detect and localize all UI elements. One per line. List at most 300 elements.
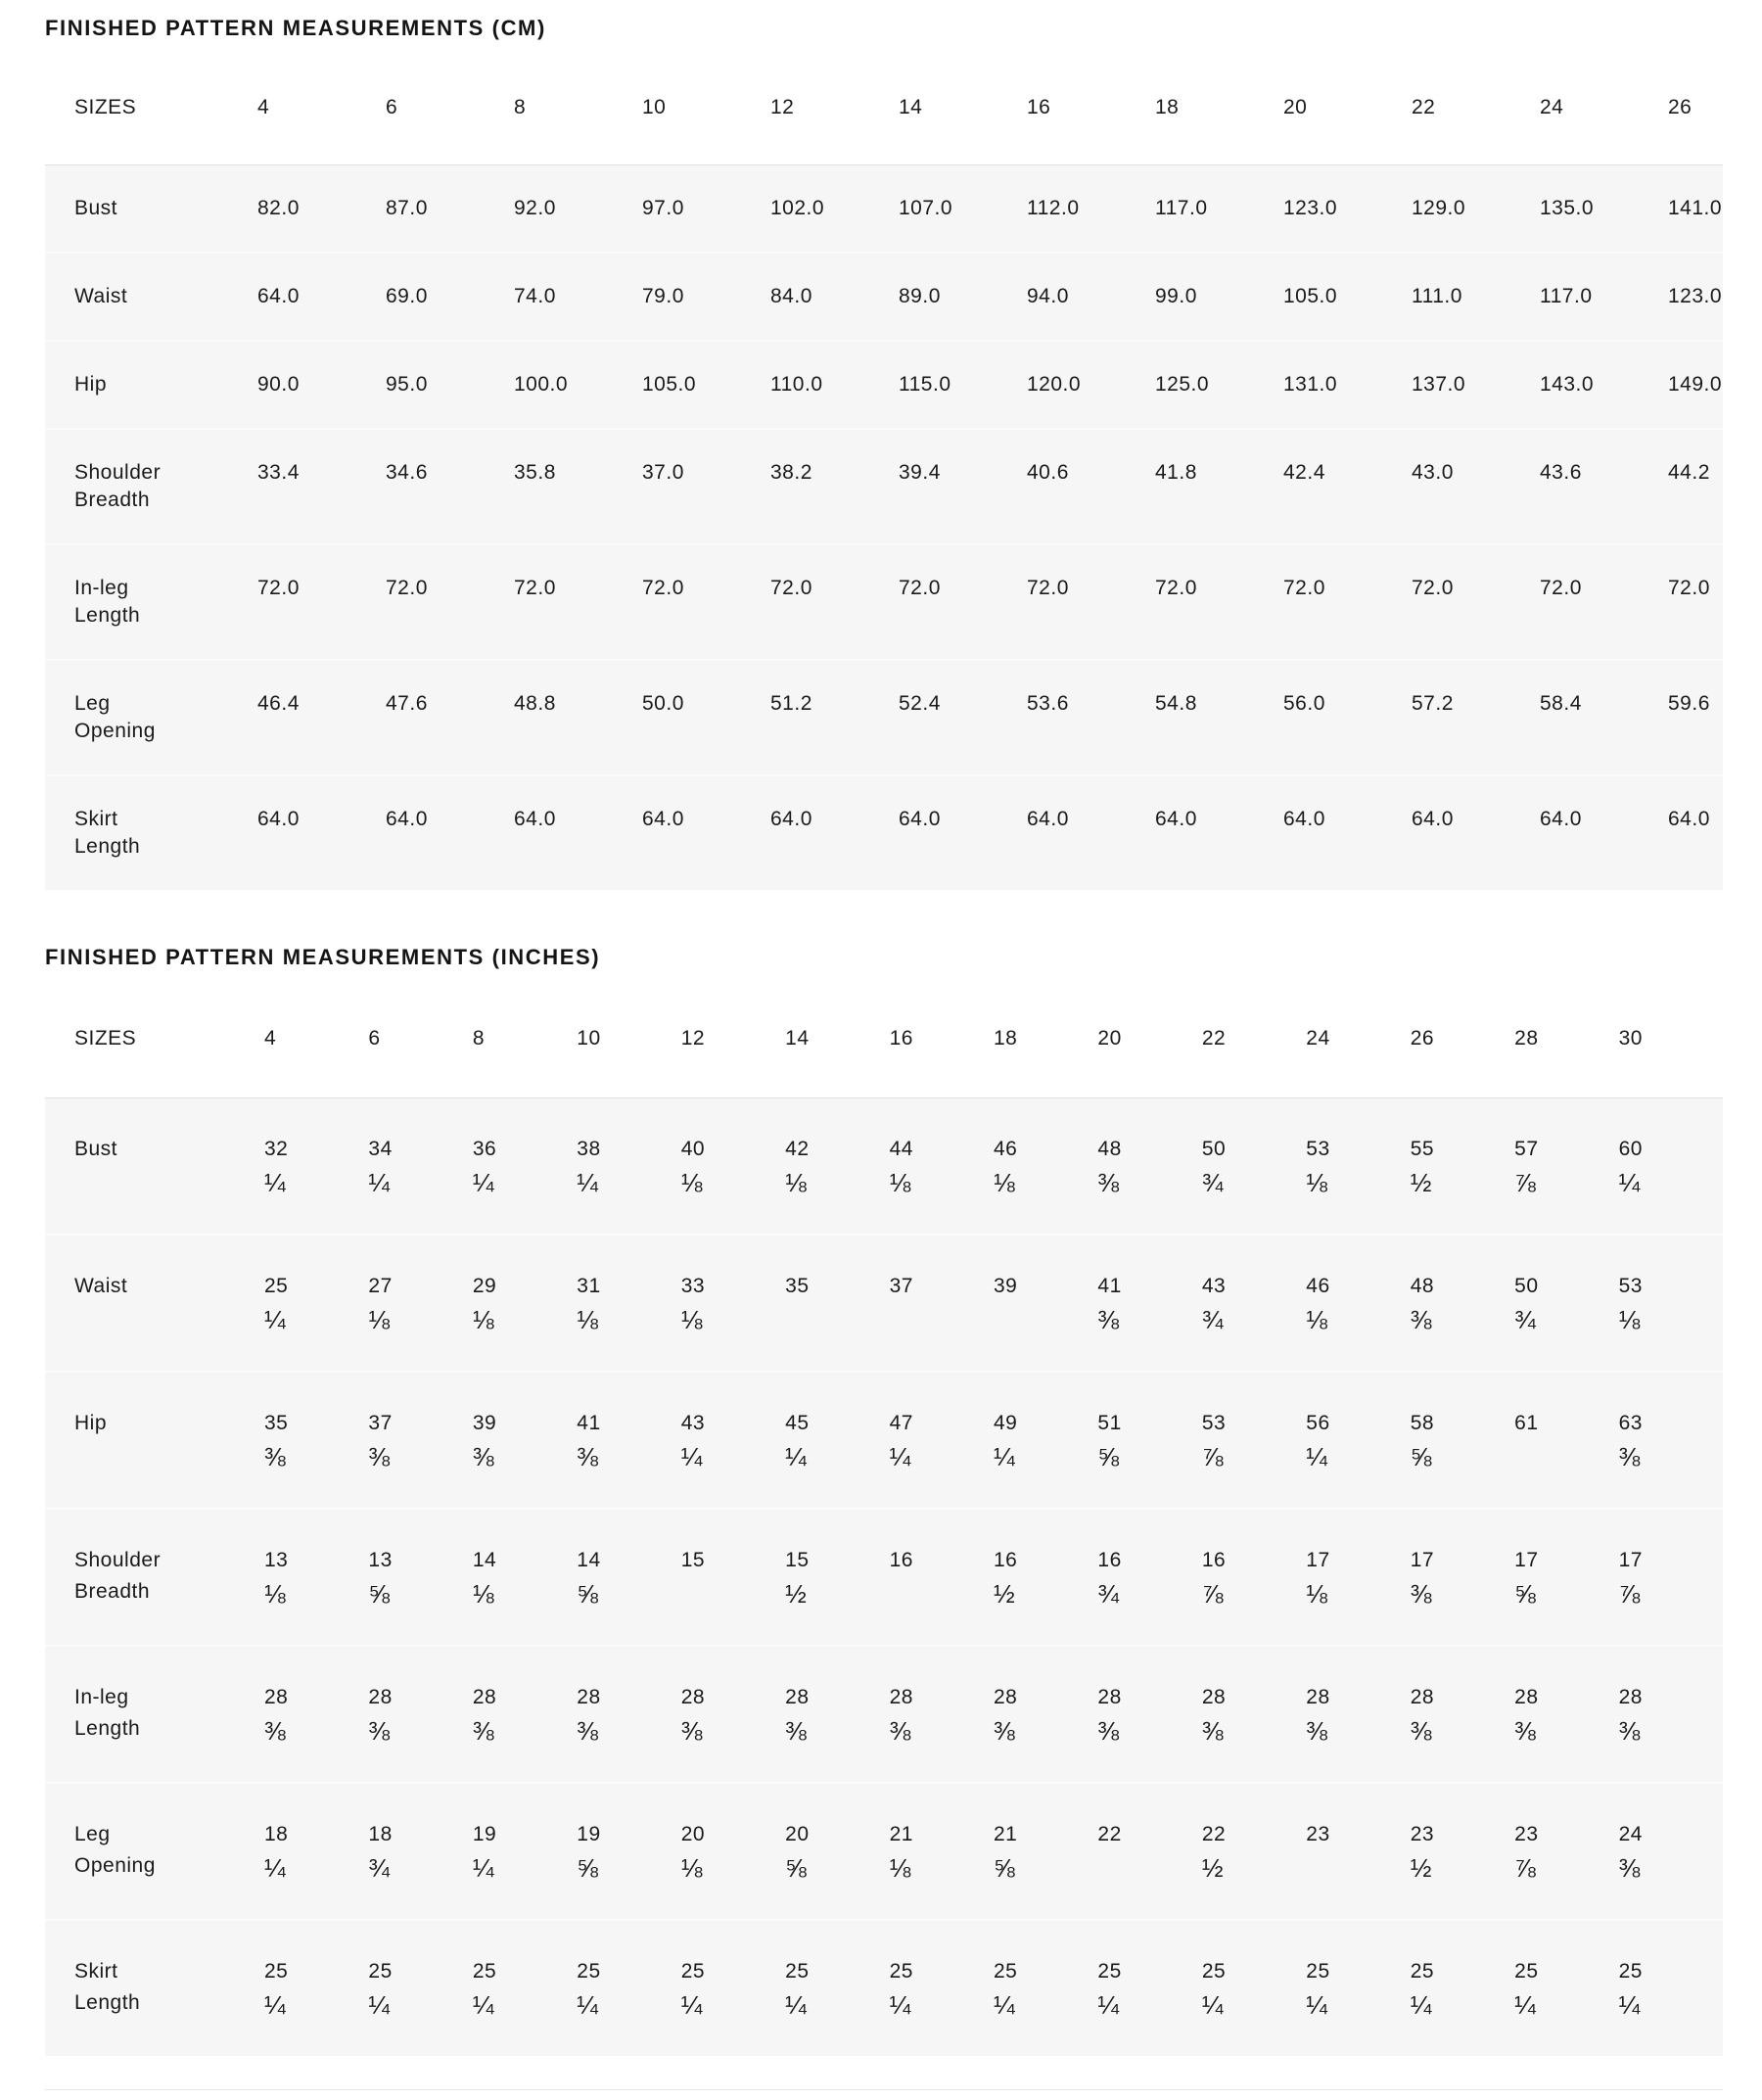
- text-line: 20: [1283, 96, 1308, 118]
- measurement-value: [1027, 195, 1155, 222]
- inches-table-title: FINISHED PATTERN MEASUREMENTS (INCHES): [45, 945, 601, 969]
- text-line: 89.0: [899, 285, 941, 307]
- value-fraction: ⅛: [1306, 1305, 1328, 1334]
- measurement-value: [1668, 459, 1723, 487]
- measurement-label: [45, 806, 257, 861]
- size-column-header: [681, 1023, 785, 1054]
- value-fraction: ¼: [368, 1168, 391, 1197]
- text-line: 22: [1097, 1823, 1122, 1845]
- text-line: 51: [1097, 1412, 1122, 1434]
- text-line: 64.0: [899, 808, 941, 830]
- value-fraction: ⅜: [472, 1442, 495, 1471]
- value-fraction: ⅞: [1618, 1579, 1641, 1609]
- measurement-value: [890, 1682, 994, 1749]
- measurement-value: [899, 195, 1027, 222]
- measurement-value: [1027, 575, 1155, 602]
- text-line: Bust: [74, 197, 118, 219]
- measurement-value: [1155, 806, 1283, 833]
- measurement-value: [473, 1408, 577, 1474]
- measurement-label: [45, 371, 257, 398]
- text-line: 123.0: [1668, 285, 1723, 307]
- measurement-value: [1412, 806, 1540, 833]
- value-fraction: ¼: [1410, 1990, 1432, 2020]
- text-line: 43.6: [1540, 461, 1582, 484]
- text-line: 61: [1514, 1412, 1539, 1434]
- text-line: 64.0: [1668, 808, 1710, 830]
- text-line: 48: [1410, 1275, 1435, 1297]
- text-line: 21: [889, 1823, 913, 1845]
- value-fraction: ⅝: [785, 1853, 808, 1883]
- text-line: 120.0: [1027, 373, 1082, 396]
- value-fraction: ⅞: [1201, 1579, 1225, 1609]
- text-line: 19: [472, 1823, 497, 1845]
- value-fraction: ¼: [264, 1305, 287, 1334]
- value-fraction: ¼: [680, 1442, 703, 1471]
- measurement-value: [1514, 1956, 1618, 2023]
- measurement-value: [785, 1956, 889, 2023]
- measurement-value: [890, 1271, 994, 1302]
- value-fraction: ⅜: [1097, 1716, 1120, 1746]
- measurement-value: [1097, 1819, 1201, 1850]
- text-line: 87.0: [386, 197, 428, 219]
- measurement-value: [1202, 1271, 1306, 1337]
- text-line: 14: [785, 1027, 810, 1050]
- measurement-value: [899, 690, 1027, 718]
- measurement-value: [264, 1408, 368, 1474]
- text-line: 72.0: [386, 577, 428, 599]
- measurement-value: [1540, 806, 1668, 833]
- text-line: 57: [1514, 1138, 1539, 1160]
- text-line: 143.0: [1540, 373, 1595, 396]
- size-column-header: [1411, 1023, 1514, 1054]
- value-fraction: ¼: [1201, 1990, 1225, 2020]
- measurement-value: [1027, 690, 1155, 718]
- text-line: 64.0: [1027, 808, 1069, 830]
- text-line: 48: [1097, 1138, 1122, 1160]
- measurement-value: [1411, 1956, 1514, 2023]
- measurement-value: [514, 371, 642, 398]
- text-line: 23: [1410, 1823, 1435, 1845]
- value-fraction: ⅜: [1618, 1853, 1641, 1883]
- measurement-value: [1306, 1545, 1410, 1611]
- text-line: 59.6: [1668, 692, 1710, 715]
- text-line: 8: [472, 1027, 486, 1050]
- measurement-value: [1619, 1819, 1723, 1886]
- text-line: Shoulder: [74, 1549, 162, 1571]
- value-fraction: ⅛: [680, 1853, 703, 1883]
- measurement-value: [577, 1956, 680, 2023]
- size-column-header: [1306, 1023, 1410, 1054]
- measurement-value: [473, 1819, 577, 1886]
- text-line: 6: [368, 1027, 381, 1050]
- table-row: [45, 774, 1723, 890]
- measurement-label: [45, 459, 257, 514]
- measurement-value: [1283, 195, 1412, 222]
- text-line: 16: [994, 1549, 1018, 1571]
- measurement-value: [514, 283, 642, 310]
- value-fraction: ¼: [472, 1990, 495, 2020]
- measurement-value: [1097, 1545, 1201, 1611]
- measurement-value: [1668, 690, 1723, 718]
- text-line: 14: [472, 1549, 497, 1571]
- measurement-value: [681, 1545, 785, 1576]
- value-fraction: ⅛: [1306, 1579, 1328, 1609]
- value-fraction: ¼: [1097, 1990, 1120, 2020]
- value-fraction: ⅜: [1201, 1716, 1225, 1746]
- measurement-value: [994, 1682, 1097, 1749]
- measurement-value: [681, 1271, 785, 1337]
- measurement-value: [577, 1819, 680, 1886]
- text-line: 37: [889, 1275, 913, 1297]
- text-line: 28: [994, 1686, 1018, 1708]
- text-line: 28: [264, 1686, 289, 1708]
- text-line: 141.0: [1668, 197, 1723, 219]
- text-line: 45: [785, 1412, 810, 1434]
- text-line: 51.2: [770, 692, 812, 715]
- text-line: 43: [1201, 1275, 1227, 1297]
- value-fraction: ¼: [680, 1990, 703, 2020]
- text-line: 35: [785, 1275, 810, 1297]
- measurement-label: [45, 195, 257, 222]
- text-line: 110.0: [770, 373, 823, 396]
- measurement-value: [1412, 371, 1540, 398]
- measurement-value: [577, 1682, 680, 1749]
- measurement-value: [1412, 459, 1540, 487]
- measurement-value: [994, 1956, 1097, 2023]
- text-line: 40.6: [1027, 461, 1069, 484]
- measurement-value: [264, 1819, 368, 1886]
- text-line: 24: [1540, 96, 1564, 118]
- text-line: SIZES: [74, 96, 137, 118]
- text-line: 28: [472, 1686, 497, 1708]
- measurement-value: [1411, 1819, 1514, 1886]
- size-column-header: [514, 94, 642, 121]
- measurement-value: [368, 1271, 472, 1337]
- text-line: 25: [1306, 1960, 1330, 1983]
- text-line: Skirt: [74, 808, 118, 830]
- text-line: 37.0: [642, 461, 684, 484]
- text-line: SIZES: [74, 1027, 137, 1050]
- text-line: 28: [1514, 1686, 1539, 1708]
- size-column-header: [577, 1023, 680, 1054]
- measurement-value: [1097, 1134, 1201, 1200]
- table-row: [45, 1098, 1723, 1234]
- size-column-header: [994, 1023, 1097, 1054]
- measurement-value: [1514, 1408, 1618, 1439]
- text-line: 55: [1410, 1138, 1435, 1160]
- table-row: [45, 1645, 1723, 1782]
- measurement-value: [577, 1545, 680, 1611]
- size-column-header: [1155, 94, 1283, 121]
- value-fraction: ¼: [1618, 1990, 1641, 2020]
- value-fraction: ⅝: [577, 1853, 599, 1883]
- measurement-value: [1027, 459, 1155, 487]
- text-line: 24: [1306, 1027, 1330, 1050]
- value-fraction: ⅛: [368, 1305, 391, 1334]
- value-fraction: ¼: [472, 1853, 495, 1883]
- measurement-value: [681, 1134, 785, 1200]
- table-row: [45, 1371, 1723, 1508]
- text-line: 102.0: [770, 197, 825, 219]
- measurement-value: [1202, 1408, 1306, 1474]
- measurement-value: [1306, 1682, 1410, 1749]
- text-line: 72.0: [1027, 577, 1069, 599]
- text-line: 47.6: [386, 692, 428, 715]
- text-line: 23: [1514, 1823, 1539, 1845]
- text-line: 135.0: [1540, 197, 1595, 219]
- value-fraction: ⅞: [1514, 1853, 1537, 1883]
- measurement-value: [514, 459, 642, 487]
- text-line: 123.0: [1283, 197, 1338, 219]
- size-column-header: [1202, 1023, 1306, 1054]
- size-column-header: [368, 1023, 472, 1054]
- measurement-value: [1283, 371, 1412, 398]
- measurement-value: [1619, 1271, 1723, 1337]
- text-line: 41.8: [1155, 461, 1197, 484]
- measurement-value: [1412, 690, 1540, 718]
- text-line: 57.2: [1412, 692, 1454, 715]
- measurement-value: [1283, 575, 1412, 602]
- value-fraction: ¼: [994, 1442, 1016, 1471]
- text-line: 13: [368, 1549, 393, 1571]
- text-line: 17: [1618, 1549, 1643, 1571]
- measurement-value: [1619, 1134, 1723, 1200]
- measurement-value: [1283, 690, 1412, 718]
- value-fraction: ½: [1201, 1853, 1225, 1883]
- text-line: 38.2: [770, 461, 812, 484]
- text-line: 46: [1306, 1275, 1330, 1297]
- measurement-value: [1027, 371, 1155, 398]
- value-fraction: ⅜: [1618, 1442, 1641, 1471]
- value-fraction: ¼: [785, 1990, 808, 2020]
- value-fraction: ⅜: [1410, 1305, 1432, 1334]
- text-line: 72.0: [642, 577, 684, 599]
- text-line: 16: [889, 1549, 913, 1571]
- text-line: 14: [899, 96, 923, 118]
- measurement-value: [386, 195, 514, 222]
- measurement-value: [994, 1408, 1097, 1474]
- measurement-value: [1411, 1682, 1514, 1749]
- text-line: 50.0: [642, 692, 684, 715]
- value-fraction: ⅜: [264, 1716, 287, 1746]
- value-fraction: ¾: [1514, 1305, 1537, 1334]
- measurement-value: [1155, 371, 1283, 398]
- table-row: [45, 543, 1723, 659]
- table-row: [45, 1782, 1723, 1919]
- text-line: 25: [577, 1960, 601, 1983]
- size-column-header: [1097, 1023, 1201, 1054]
- text-line: 64.0: [1155, 808, 1197, 830]
- table-body: [45, 1097, 1723, 2056]
- text-line: 64.0: [642, 808, 684, 830]
- text-line: 25: [1618, 1960, 1643, 1983]
- value-fraction: ⅛: [577, 1305, 599, 1334]
- measurement-value: [1540, 371, 1668, 398]
- text-line: 25: [1410, 1960, 1435, 1983]
- measurement-value: [770, 371, 899, 398]
- text-line: 72.0: [1283, 577, 1325, 599]
- value-fraction: ⅝: [1410, 1442, 1432, 1471]
- text-line: 50: [1514, 1275, 1539, 1297]
- text-line: 82.0: [257, 197, 300, 219]
- measurement-value: [642, 371, 770, 398]
- text-line: 33: [680, 1275, 706, 1297]
- text-line: 19: [577, 1823, 601, 1845]
- table-row: [45, 340, 1723, 428]
- text-line: 63: [1618, 1412, 1643, 1434]
- measurement-value: [1283, 283, 1412, 310]
- text-line: 28: [1306, 1686, 1330, 1708]
- measurement-value: [473, 1682, 577, 1749]
- text-line: 25: [889, 1960, 913, 1983]
- text-line: Length: [74, 1717, 141, 1740]
- measurement-value: [368, 1134, 472, 1200]
- value-fraction: ⅜: [472, 1716, 495, 1746]
- text-line: 94.0: [1027, 285, 1069, 307]
- measurement-label: [45, 1134, 264, 1165]
- text-line: 53: [1201, 1412, 1227, 1434]
- cm-table-scroll-area[interactable]: [45, 41, 1723, 890]
- text-line: 17: [1410, 1549, 1435, 1571]
- measurement-value: [994, 1545, 1097, 1611]
- measurement-value: [1155, 690, 1283, 718]
- text-line: 92.0: [514, 197, 556, 219]
- size-column-header: [785, 1023, 889, 1054]
- measurement-value: [681, 1682, 785, 1749]
- text-line: Hip: [74, 373, 108, 396]
- value-fraction: ½: [785, 1579, 808, 1609]
- text-line: 34.6: [386, 461, 428, 484]
- measurement-value: [1155, 195, 1283, 222]
- text-line: Length: [74, 1991, 141, 2014]
- measurement-label: [45, 1956, 264, 2019]
- size-column-header: [770, 94, 899, 121]
- text-line: 56.0: [1283, 692, 1325, 715]
- measurement-value: [1540, 195, 1668, 222]
- text-line: 8: [514, 96, 527, 118]
- measurement-label: [45, 1271, 264, 1302]
- measurement-value: [1540, 459, 1668, 487]
- text-line: Opening: [74, 1854, 156, 1877]
- inches-table-area: [45, 970, 1723, 2056]
- value-fraction: ¼: [472, 1168, 495, 1197]
- text-line: Bust: [74, 1138, 118, 1160]
- value-fraction: ⅜: [368, 1716, 391, 1746]
- measurement-value: [1411, 1545, 1514, 1611]
- value-fraction: ¼: [577, 1990, 599, 2020]
- measurement-value: [1514, 1545, 1618, 1611]
- text-line: 4: [264, 1027, 277, 1050]
- text-line: 95.0: [386, 373, 428, 396]
- table-header-row: [45, 970, 1723, 1097]
- text-line: 4: [257, 96, 270, 118]
- text-line: 72.0: [770, 577, 812, 599]
- section-divider: [45, 2089, 1723, 2090]
- text-line: 46: [994, 1138, 1018, 1160]
- measurement-value: [770, 806, 899, 833]
- text-line: Shoulder: [74, 461, 162, 484]
- measurement-label: [45, 1682, 264, 1745]
- text-line: 64.0: [1283, 808, 1325, 830]
- measurement-value: [264, 1271, 368, 1337]
- text-line: 16: [1201, 1549, 1227, 1571]
- text-line: 33.4: [257, 461, 300, 484]
- measurement-value: [642, 283, 770, 310]
- text-line: 131.0: [1283, 373, 1338, 396]
- text-line: Opening: [74, 720, 156, 742]
- text-line: 60: [1618, 1138, 1643, 1160]
- text-line: 26: [1668, 96, 1692, 118]
- text-line: 17: [1306, 1549, 1330, 1571]
- size-column-header: [1412, 94, 1540, 121]
- text-line: 28: [1514, 1027, 1539, 1050]
- text-line: 22: [1412, 96, 1436, 118]
- text-line: 24: [1618, 1823, 1643, 1845]
- measurement-value: [577, 1134, 680, 1200]
- value-fraction: ⅜: [264, 1442, 287, 1471]
- measurement-value: [1540, 283, 1668, 310]
- measurement-value: [1202, 1134, 1306, 1200]
- measurement-value: [1097, 1271, 1201, 1337]
- measurement-value: [785, 1819, 889, 1886]
- value-fraction: ⅛: [264, 1579, 287, 1609]
- value-fraction: ¼: [368, 1990, 391, 2020]
- text-line: 36: [472, 1138, 497, 1160]
- text-line: 49: [994, 1412, 1018, 1434]
- text-line: 15: [680, 1549, 706, 1571]
- text-line: 18: [264, 1823, 289, 1845]
- text-line: 37: [368, 1412, 393, 1434]
- measurement-value: [1306, 1956, 1410, 2023]
- measurement-value: [899, 371, 1027, 398]
- measurement-value: [1412, 283, 1540, 310]
- measurement-value: [642, 195, 770, 222]
- measurement-value: [890, 1545, 994, 1576]
- measurement-value: [1668, 371, 1723, 398]
- size-column-header: [386, 94, 514, 121]
- measurement-value: [770, 459, 899, 487]
- text-line: 64.0: [257, 808, 300, 830]
- measurement-value: [899, 283, 1027, 310]
- size-column-header: [890, 1023, 994, 1054]
- value-fraction: ⅛: [680, 1168, 703, 1197]
- measurement-value: [1619, 1545, 1723, 1611]
- measurement-value: [1027, 283, 1155, 310]
- value-fraction: ⅛: [680, 1305, 703, 1334]
- measurement-label: [45, 1408, 264, 1439]
- measurement-value: [1668, 283, 1723, 310]
- text-line: 30: [1618, 1027, 1643, 1050]
- text-line: 35.8: [514, 461, 556, 484]
- value-fraction: ⅛: [889, 1168, 911, 1197]
- text-line: 16: [1097, 1549, 1122, 1571]
- size-column-header: [1027, 94, 1155, 121]
- text-line: Length: [74, 835, 141, 858]
- measurement-value: [642, 575, 770, 602]
- measurement-value: [899, 575, 1027, 602]
- value-fraction: ½: [994, 1579, 1016, 1609]
- measurement-value: [1097, 1682, 1201, 1749]
- text-line: 13: [264, 1549, 289, 1571]
- text-line: 39: [472, 1412, 497, 1434]
- measurement-value: [257, 283, 386, 310]
- measurement-value: [785, 1271, 889, 1302]
- text-line: 72.0: [1540, 577, 1582, 599]
- text-line: 28: [680, 1686, 706, 1708]
- value-fraction: ⅜: [1618, 1716, 1641, 1746]
- table-row: [45, 1234, 1723, 1371]
- text-line: 20: [680, 1823, 706, 1845]
